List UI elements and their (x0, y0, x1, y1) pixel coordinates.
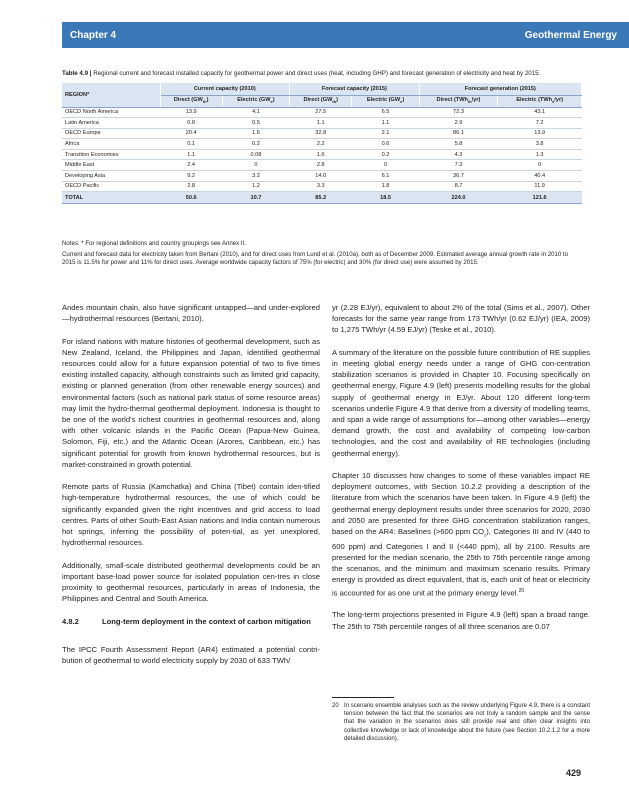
group-header-forecast-capacity: Forecast capacity (2015) (290, 83, 420, 95)
table-cell: 0 (498, 160, 582, 171)
capacity-table (62, 83, 582, 204)
table-cell: 3.3 (290, 181, 352, 192)
table-cell: 27.5 (290, 107, 352, 118)
table-cell: 0 (352, 160, 419, 171)
table-cell: 3.2 (222, 171, 289, 182)
table-cell: 2.1 (352, 128, 419, 139)
footnote-text: In scenario ensemble analyses such as the review underlying Figure 4.9, there is a constant tension between the fact that the scenarios are not truly a random sample and the sense that the variation in the scenarios does still provide real and often clear insights into collective knowledge or lack of knowledge about the future (see Section 10.2.1.2 for a more detailed discussion). (344, 703, 590, 742)
table-cell: 4.3 (419, 149, 498, 160)
total-cell: 18.5 (352, 192, 419, 204)
table-cell: 20.4 (160, 128, 222, 139)
table-cell: 1.6 (222, 128, 289, 139)
table-cell: 11.9 (498, 181, 582, 192)
footnote-reference[interactable]: 20 (518, 587, 525, 594)
total-cell: 121.6 (498, 192, 582, 204)
group-header-current: Current capacity (2010) (160, 83, 290, 95)
table-cell: 2.8 (290, 160, 352, 171)
subheader-electric-gw: Electric $(GW_e)$ (352, 95, 419, 107)
table-cell: 14.0 (290, 171, 352, 182)
table-caption-label: Table 4.9 | (62, 70, 92, 77)
page-header (62, 22, 629, 48)
region-name: OECD Europe (62, 128, 160, 139)
table-cell: 2.9 (419, 118, 498, 129)
total-cell: 85.2 (290, 192, 352, 204)
subheader-electric-twh: Electric (TWh$_e$/yr) (498, 95, 582, 107)
page-number: 429 (566, 768, 582, 778)
subheader-electric-gw: Electric $(GW_e)$ (222, 95, 289, 107)
table-cell: 1.2 (222, 181, 289, 192)
subheader-direct-gw: Direct $(GW_{th})$ (290, 95, 352, 107)
paragraph: Chapter 10 discusses how changes to some of these variables impact RE deployment outcomes, with Section 10.2.2 providing a description of the literature from which the scenarios have been taken. In Figure 4.9 (left) the geothermal energy deployment results under three scenarios for 2020, 2030 and 2050 are presented for three GHG concentration stabilization ranges, based on the AR4: Baselines (>600 ppm $CO_2$), Categories III and IV (440 to 600 ppm) and Categories I and II (<440 ppm), all by 2100. Results are presented for the median scenario, the 25th to 75th percentile range among the scenarios, and the minimum and maximum scenario results. Primary energy is provided as direct equivalent, that is, each unit of heat or electricity is accounted for as one unit at the primary energy level.$^{20}$ (332, 471, 590, 598)
table-cell: 1.1 (290, 118, 352, 129)
table-cell: 0.1 (160, 139, 222, 150)
region-header: REGION* (62, 83, 160, 107)
left-column (62, 302, 320, 677)
region-name: OECD North America (62, 107, 160, 118)
paragraph: For island nations with mature histories of geothermal development, such as New Zealand, Iceland, the Philippines and Japan, identified geothermal resources could allow for a future expansion potential of two to five times existing installed capacity, although constraints such as limited grid capacity, existing or planned generation (from other renewable energy sources) and environmental factors (such as national park status of some resource areas) may limit the hydro-thermal geothermal deployment. Indonesia is thought to be one of the world’s richest countries in geothermal resources and, along with other volcanic islands in the Pacific Ocean (Papua-New Guinea, Solomon, Fiji, etc.) and the Atlantic Ocean (Azores, Caribbean, etc.) has significant potential for growth from known hydrothermal resources, but is market-constrained in growth potential. (62, 336, 320, 469)
table-note: Current and forecast data for electricity taken from Bertani (2010), and for direct uses from Lund et al. (2010a), both as of December 2009. Estimated average annual growth rate in 2010 to 2015 is 11.5% for power and 11% for direct uses. Average worldwide capacity factors of 75% (for electric) and 30% (for direct use) were assumed by 2015. (62, 251, 569, 266)
footnote-divider (332, 697, 394, 698)
total-cell: 10.7 (222, 192, 289, 204)
paragraph: A summary of the literature on the possible future contribution of RE supplies in meeting global energy needs under a range of GHG con-centration stabilization scenarios is provided in Chapter 10. Focusing specifically on geothermal energy, Figure 4.9 (left) presents modelling results for the global supply of geothermal energy in EJ/yr. About 120 different long-term scenarios underlie Figure 4.9 that derive from a diversity of modelling teams, and span a wide range of assumptions for—among other variables—energy demand growth, the cost and availability of competing low-carbon technologies, and the cost and availability of RE technologies (including geothermal energy). (332, 347, 590, 458)
table-row (62, 171, 582, 182)
total-cell: 224.0 (419, 192, 498, 204)
table-caption-text: Regional current and forecast installed capacity for geothermal power and direct uses (heat, including GHP) and forecast generation of electricity and heat by 2015. (91, 70, 541, 77)
table-cell: 1.6 (290, 149, 352, 160)
subheader-direct-twh: Direct (TWh$_{th}$/yr) (419, 95, 498, 107)
table-cell: 2.8 (160, 181, 222, 192)
chapter-title: Geothermal Energy (524, 29, 617, 41)
table-cell: 72.3 (419, 107, 498, 118)
table-cell: 0 (222, 160, 289, 171)
table-cell: 6.5 (352, 107, 419, 118)
table-row (62, 149, 582, 160)
table-cell: 1.3 (498, 149, 582, 160)
table-row (62, 107, 582, 118)
paragraph: The IPCC Fourth Assessment Report (AR4) estimated a potential contri-bution of geothermal to world electricity supply by 2030 of 633 TWh/ (62, 644, 320, 665)
table-cell: 0.2 (352, 149, 419, 160)
right-column (332, 302, 590, 643)
table-cell: 0.8 (160, 118, 222, 129)
table-cell: 2.4 (160, 160, 222, 171)
table-row (62, 139, 582, 150)
table-row (62, 181, 582, 192)
region-name: Developing Asia (62, 171, 160, 182)
paragraph: Remote parts of Russia (Kamchatka) and China (Tibet) contain iden-tified high-temperature hydrothermal resources, the use of which could be significantly expanded given the right incentives and grid access to load centres. Parts of other South-East Asian nations and India contain numerous hot springs, inferring the possibility of poten-tial, as yet unexplored, hydrothermal resources. (62, 482, 320, 548)
total-label: TOTAL (62, 192, 160, 204)
footnote-number: 20 (332, 703, 339, 709)
region-name: OECD Pacific (62, 181, 160, 192)
chapter-label: Chapter 4 (70, 29, 117, 41)
table-cell: 6.1 (352, 171, 419, 182)
region-name: Africa (62, 139, 160, 150)
region-name: Middle East (62, 160, 160, 171)
table-note: Notes: * For regional definitions and country groupings see Annex II. (62, 240, 246, 247)
table-caption (62, 70, 582, 78)
table-cell: 9.2 (160, 171, 222, 182)
section-heading (62, 616, 320, 627)
table-cell: 1.1 (352, 118, 419, 129)
paragraph: The long-term projections presented in Figure 4.9 (left) span a broad range. The 25th to 75th percentile ranges of all three scenarios are 0.07 (332, 610, 590, 631)
paragraph: Andes mountain chain, also have significant untapped—and under-explored—hydrothermal resources (Bertani, 2010). (62, 303, 320, 324)
co2-subscript: 2 (484, 532, 487, 538)
table-cell: 5.8 (419, 139, 498, 150)
table-cell: 1.1 (160, 149, 222, 160)
total-cell: 50.6 (160, 192, 222, 204)
table-cell: 32.8 (290, 128, 352, 139)
table-cell: 7.2 (498, 118, 582, 129)
table-row (62, 118, 582, 129)
table-cell: 13.9 (160, 107, 222, 118)
table-cell: 2.2 (290, 139, 352, 150)
region-name: Transition Economies (62, 149, 160, 160)
table-cell: 0.08 (222, 149, 289, 160)
table-cell: 13.9 (498, 128, 582, 139)
table-cell: 0.6 (352, 139, 419, 150)
table-cell: 40.4 (498, 171, 582, 182)
table-cell: 86.1 (419, 128, 498, 139)
footnote (332, 702, 590, 743)
paragraph: Additionally, small-scale distributed geothermal developments could be an important base-load power source for isolated population cen-tres in close proximity to geothermal resources, particularly in areas of Indonesia, the Philippines and Central and South America. (62, 560, 320, 604)
subheader-direct-gw: Direct $(GW_{th})$ (160, 95, 222, 107)
table-cell: 7.3 (419, 160, 498, 171)
table-cell: 8.7 (419, 181, 498, 192)
table-cell: 4.1 (222, 107, 289, 118)
table-row (62, 128, 582, 139)
table-cell: 43.1 (498, 107, 582, 118)
table-cell: 0.2 (222, 139, 289, 150)
table-cell: 1.8 (352, 181, 419, 192)
table-notes (62, 240, 582, 270)
table-total-row (62, 192, 582, 204)
group-header-forecast-generation: Forecast generation (2015) (419, 83, 581, 95)
table-cell: 3.8 (498, 139, 582, 150)
table-cell: 36.7 (419, 171, 498, 182)
table-row (62, 160, 582, 171)
section-number: 4.8.2 (62, 617, 79, 627)
table-cell: 0.5 (222, 118, 289, 129)
region-name: Latin America (62, 118, 160, 129)
paragraph: yr (2.28 EJ/yr), equivalent to about 2% of the total (Sims et al., 2007). Other forecasts for the same year range from 173 TWh/yr (0.62 EJ/yr) (IEA, 2009) to 1,275 TWh/yr (4.59 EJ/yr) (Teske et al., 2010). (332, 303, 590, 335)
section-title: Long-term deployment in the context of carbon mitigation (102, 617, 311, 627)
